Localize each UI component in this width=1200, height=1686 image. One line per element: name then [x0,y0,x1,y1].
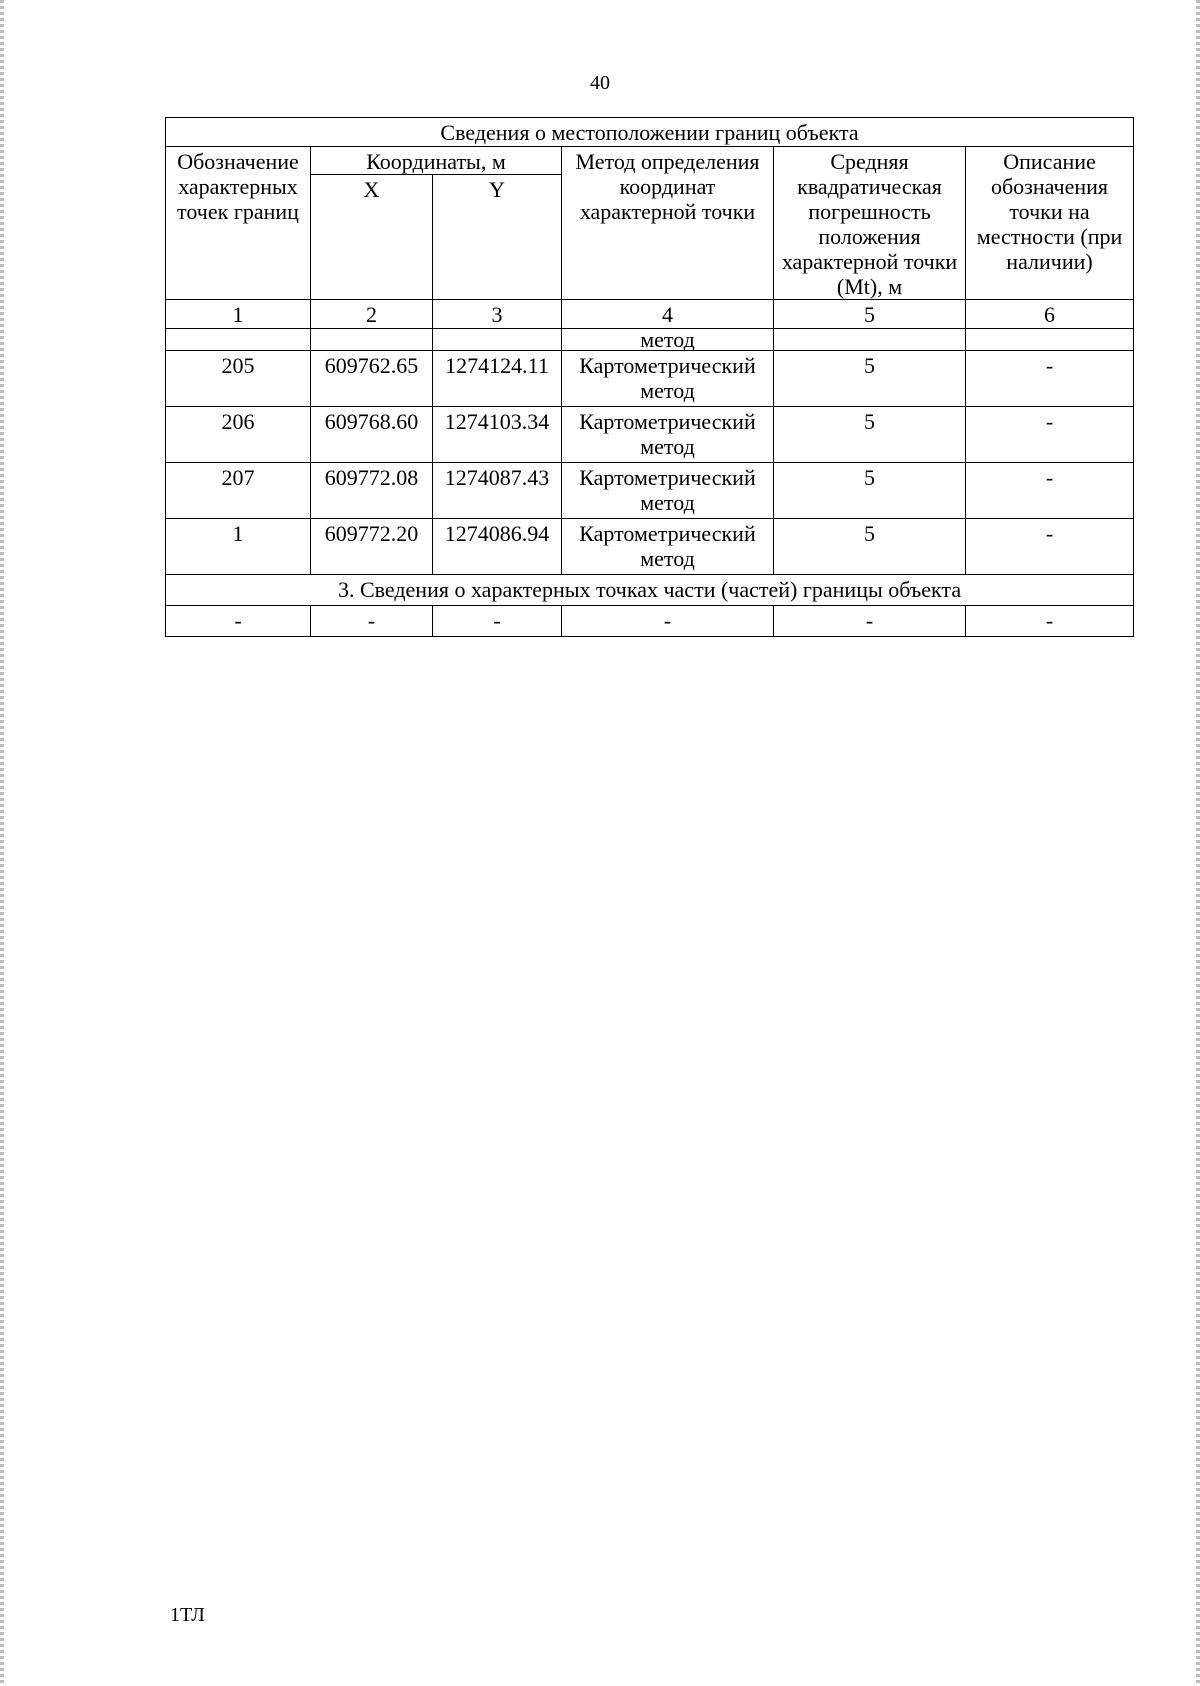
point-cell: 1 [166,519,311,575]
method-cell: Картометрический метод [562,351,774,407]
column-number: 4 [562,300,774,329]
header-method: Метод определения координат характерной точки [562,147,774,300]
scan-edge-left [0,0,4,1686]
header-point-designation: Обозначение характерных точек границ [166,147,311,300]
table-cell: - [166,606,311,637]
column-number: 6 [966,300,1134,329]
scan-edge-right [1196,0,1200,1686]
table-row [166,351,1134,407]
table-cell [966,329,1134,351]
table-cell: метод [562,329,774,351]
header-description: Описание обозначения точки на местности (при наличии) [966,147,1134,300]
x-cell: 609762.65 [311,351,433,407]
accuracy-cell: 5 [774,463,966,519]
point-cell: 206 [166,407,311,463]
column-number-row [166,300,1134,329]
x-cell: 609772.08 [311,463,433,519]
table-cell: - [774,606,966,637]
accuracy-cell: 5 [774,519,966,575]
section-3-row [166,606,1134,637]
y-cell: 1274087.43 [433,463,562,519]
boundary-coordinates-table [165,117,1134,637]
y-cell: 1274086.94 [433,519,562,575]
method-cell: Картометрический метод [562,407,774,463]
point-cell: 205 [166,351,311,407]
description-cell: - [966,519,1134,575]
table-cell: - [433,606,562,637]
column-number: 1 [166,300,311,329]
table-title: Сведения о местоположении границ объекта [166,118,1134,147]
table-cell: - [311,606,433,637]
x-cell: 609768.60 [311,407,433,463]
column-number: 2 [311,300,433,329]
table-cell [774,329,966,351]
column-number: 5 [774,300,966,329]
table-row [166,463,1134,519]
description-cell: - [966,463,1134,519]
section-3-title: 3. Сведения о характерных точках части (частей) границы объекта [166,575,1134,606]
table-row [166,407,1134,463]
x-cell: 609772.20 [311,519,433,575]
description-cell: - [966,351,1134,407]
column-number: 3 [433,300,562,329]
accuracy-cell: 5 [774,351,966,407]
point-cell: 207 [166,463,311,519]
accuracy-cell: 5 [774,407,966,463]
continued-row [166,329,1134,351]
table-cell [166,329,311,351]
method-cell: Картометрический метод [562,463,774,519]
description-cell: - [966,407,1134,463]
table-cell [311,329,433,351]
header-accuracy: Средняя квадратическая погрешность положения характерной точки (Mt), м [774,147,966,300]
y-cell: 1274124.11 [433,351,562,407]
header-y: Y [433,175,562,300]
header-x: X [311,175,433,300]
table-cell [433,329,562,351]
y-cell: 1274103.34 [433,407,562,463]
header-coordinates: Координаты, м [311,147,562,175]
table-cell: - [966,606,1134,637]
method-cell: Картометрический метод [562,519,774,575]
table-row [166,519,1134,575]
page-number: 40 [590,72,610,94]
table-cell: - [562,606,774,637]
footer-code: 1ТЛ [170,1604,205,1626]
